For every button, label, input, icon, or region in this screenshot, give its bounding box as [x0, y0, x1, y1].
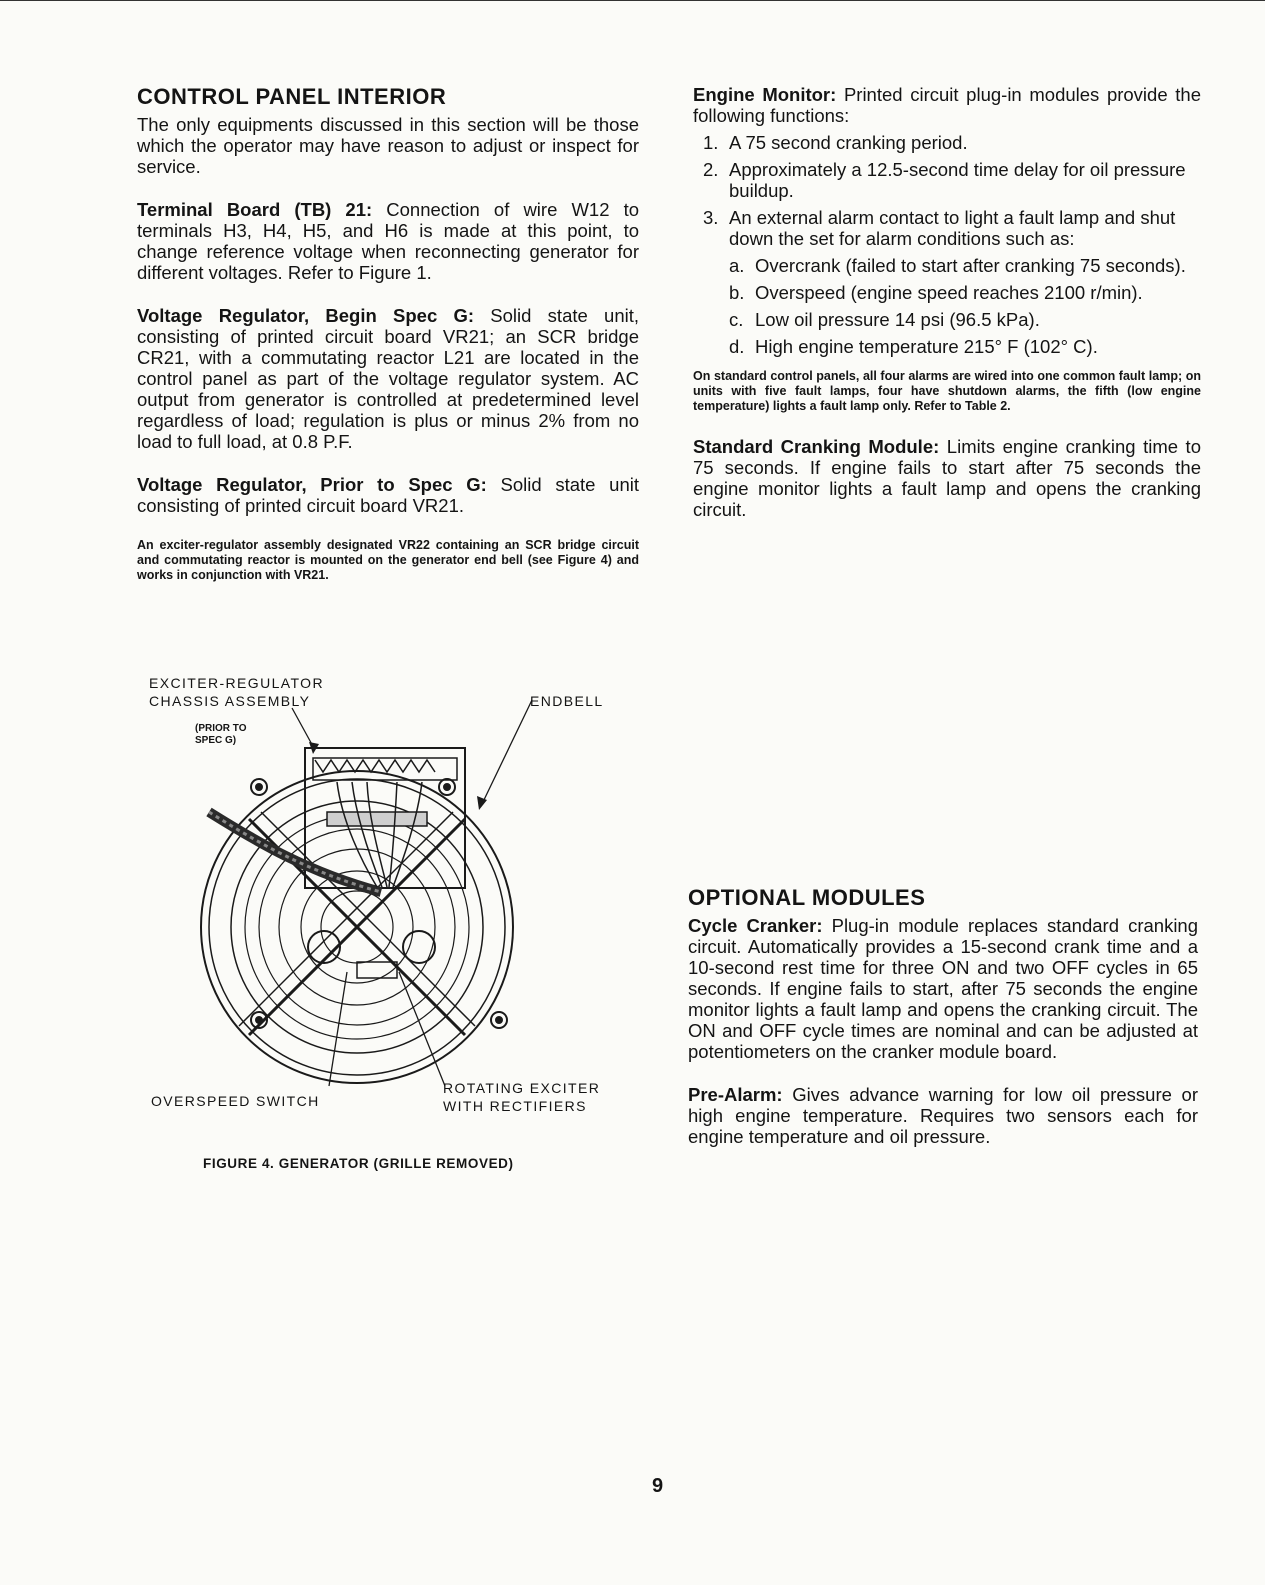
list-item: [729, 336, 1201, 357]
cycle-cranker-text: Plug-in module replaces standard cranking circuit. Automatically provides a 15-second crank time and a 10-second rest time for three ON and two OFF cycles in 65 seconds. If engine fails to start, after 75 seconds the engine monitor lights a fault lamp and opens the cranking circuit. The ON and OFF cycle times are nominal and can be adjusted at potentiometers on the cranker module board.: [688, 915, 1199, 1062]
list-marker: a.: [729, 255, 745, 276]
vr-prior-lead: Voltage Regulator, Prior to Spec G:: [137, 474, 487, 495]
page-number: 9: [652, 1475, 664, 1497]
voltage-regulator-spec-g-paragraph: [137, 305, 639, 452]
pre-alarm-paragraph: [688, 1084, 1198, 1147]
list-marker: b.: [729, 282, 745, 303]
list-item-text: An external alarm contact to light a fault lamp and shut down the set for alarm conditions such as:: [729, 207, 1176, 249]
list-item-text: Approximately a 12.5-second time delay for oil pressure buildup.: [729, 159, 1186, 201]
generator-figure: [137, 672, 639, 1182]
list-marker: 2.: [703, 159, 719, 180]
standard-cranking-paragraph: [693, 436, 1201, 520]
terminal-board-paragraph: [137, 199, 639, 283]
terminal-board-text: Connection of wire W12 to terminals H3, H4, H5, and H6 is made at this point, to change reference voltage when reconnecting generator for different voltages. Refer to Figure 1.: [137, 199, 640, 283]
vr-spec-g-lead: Voltage Regulator, Begin Spec G:: [137, 305, 475, 326]
top-rule: [0, 0, 1265, 1]
list-item-text: Overspeed (engine speed reaches 2100 r/min).: [755, 282, 1143, 303]
cycle-cranker-paragraph: [688, 915, 1198, 1062]
list-item: [693, 207, 1201, 357]
list-item: [693, 159, 1201, 201]
cycle-cranker-lead: Cycle Cranker:: [688, 915, 823, 936]
terminal-board-lead: Terminal Board (TB) 21:: [137, 199, 373, 220]
list-item-text: Overcrank (failed to start after cranking 75 seconds).: [755, 255, 1186, 276]
leader-overspeed: [329, 972, 347, 1086]
label-exciter-regulator: EXCITER-REGULATOR CHASSIS ASSEMBLY: [149, 675, 324, 709]
label-overspeed-switch: OVERSPEED SWITCH: [151, 1093, 320, 1109]
list-item: [729, 255, 1201, 276]
list-marker: 3.: [703, 207, 719, 228]
intro-paragraph: The only equipments discussed in this section will be those which the operator may have reason to adjust or inspect for service.: [137, 114, 639, 177]
section-heading-control-panel: CONTROL PANEL INTERIOR: [137, 84, 447, 109]
engine-monitor-paragraph: [693, 84, 1201, 126]
pre-alarm-text: Gives advance warning for low oil pressure or high engine temperature. Requires two sensors each for engine temperature and oil pressure.: [688, 1084, 1198, 1147]
alarm-wiring-note: On standard control panels, all four alarms are wired into one common fault lamp; on units with five fault lamps, four have shutdown alarms, the fifth (low engine temperature) lights a fault lamp only. Refer to Table 2.: [693, 369, 1201, 413]
rectifier-right: [403, 931, 435, 963]
label-prior-to-spec-g: (PRIOR TO SPEC G): [195, 723, 247, 746]
list-item: [729, 282, 1201, 303]
label-endbell: ENDBELL: [530, 693, 604, 709]
vr-spec-g-text: Solid state unit, consisting of printed circuit board VR21; an SCR bridge CR21, with a commutating reactor L21 are located in the control panel as part of the voltage regulator system. AC output from generator is controlled at predetermined level regardless of load; regulation is plus or minus 2% from no load to full load, at 0.8 P.F.: [137, 305, 639, 452]
list-marker: d.: [729, 336, 745, 357]
list-marker: c.: [729, 309, 744, 330]
section-heading-optional-modules: OPTIONAL MODULES: [688, 885, 926, 910]
vr-prior-text: Solid state unit consisting of printed circuit board VR21.: [137, 474, 640, 516]
list-item: [729, 309, 1201, 330]
engine-monitor-text: Printed circuit plug-in modules provide the following functions:: [693, 84, 1201, 126]
figure-caption: FIGURE 4. GENERATOR (GRILLE REMOVED): [203, 1156, 514, 1171]
list-item-text: A 75 second cranking period.: [729, 132, 968, 153]
left-column: [137, 84, 639, 583]
list-marker: 1.: [703, 132, 719, 153]
standard-cranking-lead: Standard Cranking Module:: [693, 436, 940, 457]
rotating-exciter-block: [357, 962, 397, 978]
list-item-text: Low oil pressure 14 psi (96.5 kPa).: [755, 309, 1040, 330]
list-item-text: High engine temperature 215° F (102° C).: [755, 336, 1098, 357]
alarm-conditions-list: [729, 255, 1201, 357]
right-column: [693, 84, 1201, 520]
list-item: [693, 132, 1201, 153]
exciter-regulator-note: An exciter-regulator assembly designated VR22 containing an SCR bridge circuit and commutating reactor is mounted on the generator end bell (see Figure 4) and works in conjunction with VR21.: [137, 538, 639, 582]
optional-modules-section: [688, 885, 1198, 1147]
engine-monitor-functions: [693, 132, 1201, 357]
pre-alarm-lead: Pre-Alarm:: [688, 1084, 783, 1105]
label-rotating-exciter: ROTATING EXCITER WITH RECTIFIERS: [443, 1080, 601, 1114]
leader-endbell: [482, 700, 532, 804]
voltage-regulator-prior-paragraph: [137, 474, 639, 516]
engine-monitor-lead: Engine Monitor:: [693, 84, 837, 105]
standard-cranking-text: Limits engine cranking time to 75 seconds. If engine fails to start after 75 seconds the engine monitor lights a fault lamp and opens the cranking circuit.: [693, 436, 1201, 520]
